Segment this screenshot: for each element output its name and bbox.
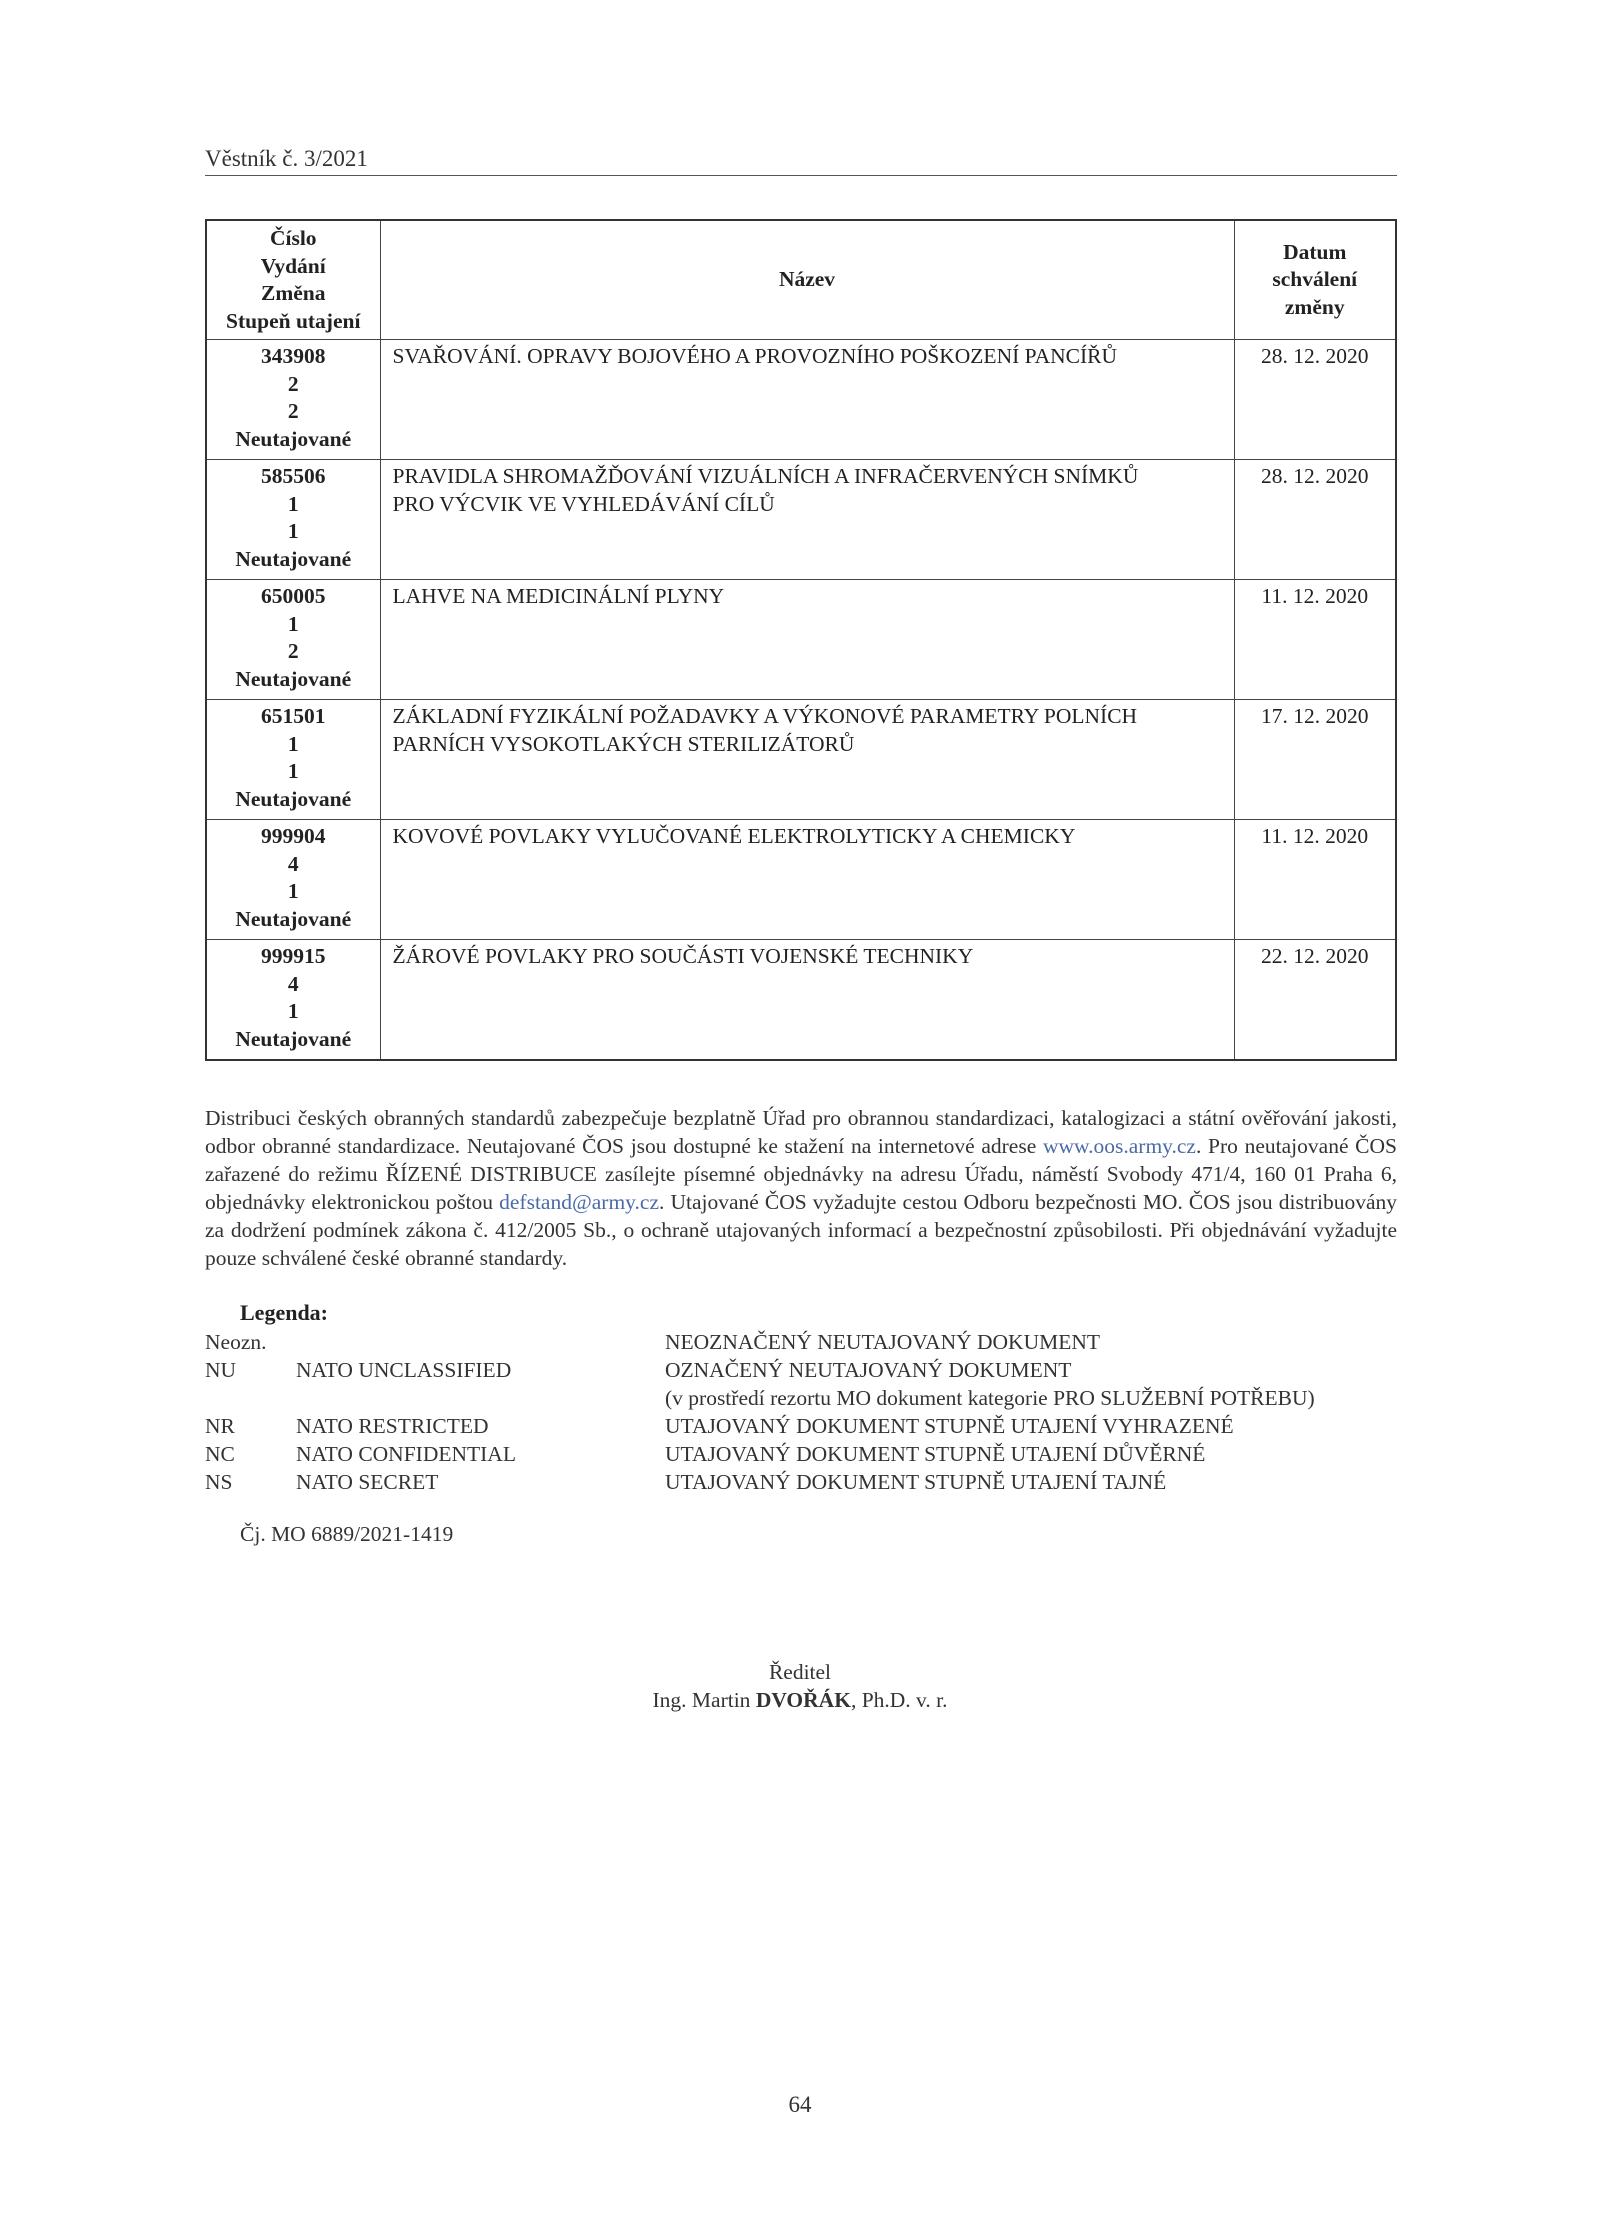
standard-number: 650005 — [261, 584, 326, 608]
header-date-line: schválení — [1272, 267, 1358, 292]
table-header-row — [206, 220, 1396, 340]
signature-surname: DVOŘÁK — [755, 1688, 851, 1712]
table-row — [206, 340, 1396, 460]
standard-name: SVAŘOVÁNÍ. OPRAVY BOJOVÉHO A PROVOZNÍHO POŠKOZENÍ PANCÍŘŮ — [392, 344, 1118, 368]
standard-name: ŽÁROVÉ POVLAKY PRO SOUČÁSTI VOJENSKÉ TECHNIKY — [392, 944, 974, 968]
paragraph-text: Distribuci českých obranných standardů zabezpečuje bezplatně Úřad pro obrannou standardizaci, katalogizaci a státní ověřování jakosti, odbor obranné standardizace. Neutajované ČOS jsou dostupné ke stažení na internetové adrese — [205, 1106, 1397, 1158]
classification: Neutajované — [235, 786, 352, 811]
legend-row — [205, 1328, 1397, 1356]
edition: 1 — [287, 491, 299, 516]
classification: Neutajované — [235, 906, 352, 931]
reference-number: Čj. MO 6889/2021-1419 — [240, 1522, 454, 1546]
legend-abbr: NU — [205, 1358, 237, 1382]
code-cell — [206, 820, 380, 940]
standard-name: KOVOVÉ POVLAKY VYLUČOVANÉ ELEKTROLYTICKY A CHEMICKY — [392, 824, 1076, 848]
header-code-line: Vydání — [260, 253, 326, 278]
date-cell: 11. 12. 2020 — [1234, 580, 1396, 700]
paragraph-text: . Utajované ČOS vyžadujte cestou Odboru bezpečnosti MO. ČOS jsou distribuovány za dodržení podmínek zákona č. 412/2005 Sb., o ochraně utajovaných informací a bezpečnostní způsobilosti. Při objednávání vyžadujte pouze schválené české obranné standardy. — [205, 1190, 1397, 1270]
legend-desc: UTAJOVANÝ DOKUMENT STUPNĚ UTAJENÍ DŮVĚRNÉ — [665, 1442, 1206, 1466]
legend-abbr: NS — [205, 1470, 233, 1494]
header-name: Název — [380, 220, 1234, 340]
distribution-paragraph — [205, 1104, 1397, 1272]
standard-number: 343908 — [261, 344, 326, 368]
classification: Neutajované — [235, 666, 352, 691]
table-row — [206, 940, 1396, 1061]
edition: 1 — [287, 611, 299, 636]
header-date-line: Datum — [1283, 239, 1347, 264]
standard-number: 999904 — [261, 824, 326, 848]
email-link[interactable]: defstand@army.cz — [499, 1190, 659, 1214]
name-cell — [380, 460, 1234, 580]
change: 1 — [287, 519, 299, 543]
change: 1 — [287, 879, 299, 903]
legend-row — [205, 1468, 1397, 1496]
code-cell — [206, 580, 380, 700]
legend-row — [205, 1440, 1397, 1468]
date-cell: 28. 12. 2020 — [1234, 460, 1396, 580]
standard-name: PRAVIDLA SHROMAŽĎOVÁNÍ VIZUÁLNÍCH A INFRAČERVENÝCH SNÍMKŮ — [392, 464, 1139, 488]
legend-row — [205, 1384, 1397, 1412]
header-code-line: Číslo — [269, 226, 317, 250]
legend-desc: UTAJOVANÝ DOKUMENT STUPNĚ UTAJENÍ TAJNÉ — [665, 1470, 1167, 1494]
standard-name: LAHVE NA MEDICINÁLNÍ PLYNY — [392, 584, 725, 608]
legend-desc: (v prostředí rezortu MO dokument kategorie PRO SLUŽEBNÍ POTŘEBU) — [665, 1386, 1315, 1410]
table-row — [206, 820, 1396, 940]
code-cell — [206, 460, 380, 580]
classification: Neutajované — [235, 546, 352, 571]
standard-name: PARNÍCH VYSOKOTLAKÝCH STERILIZÁTORŮ — [392, 731, 855, 756]
header-date-line: změny — [1284, 294, 1345, 319]
legend-full: NATO RESTRICTED — [296, 1414, 489, 1438]
edition: 4 — [287, 971, 299, 996]
table-row — [206, 700, 1396, 820]
legend-list — [205, 1328, 1397, 1496]
header-code — [206, 220, 380, 340]
classification: Neutajované — [235, 1026, 352, 1051]
standard-name: ZÁKLADNÍ FYZIKÁLNÍ POŽADAVKY A VÝKONOVÉ PARAMETRY POLNÍCH — [392, 704, 1138, 728]
code-cell — [206, 700, 380, 820]
date-cell: 22. 12. 2020 — [1234, 940, 1396, 1061]
legend-abbr: Neozn. — [205, 1330, 267, 1354]
paragraph-text: . Pro neutajované ČOS zařazené do režimu ŘÍZENÉ DISTRIBUCE zasílejte písemné objednávky na adresu Úřadu, náměstí Svobody 471/4, 160 01 Praha 6, objednávky elektronickou poštou — [205, 1134, 1398, 1214]
name-cell — [380, 580, 1234, 700]
signature-name — [0, 1688, 1600, 1713]
table-row — [206, 460, 1396, 580]
date-cell: 11. 12. 2020 — [1234, 820, 1396, 940]
date-cell: 17. 12. 2020 — [1234, 700, 1396, 820]
header-code-line: Změna — [261, 281, 326, 305]
legend-abbr: NC — [205, 1442, 235, 1466]
code-cell — [206, 940, 380, 1061]
legend-title: Legenda: — [240, 1300, 328, 1325]
page-number: 64 — [788, 2092, 812, 2117]
standard-name: PRO VÝCVIK VE VYHLEDÁVÁNÍ CÍLŮ — [392, 491, 775, 516]
name-cell — [380, 820, 1234, 940]
signature-prefix: Ing. Martin — [652, 1688, 756, 1712]
code-cell — [206, 340, 380, 460]
legend-full: NATO CONFIDENTIAL — [296, 1442, 516, 1466]
signature-suffix: , Ph.D. v. r. — [850, 1688, 948, 1712]
website-link[interactable]: www.oos.army.cz — [1042, 1134, 1196, 1158]
date-cell: 28. 12. 2020 — [1234, 340, 1396, 460]
legend-full: NATO SECRET — [296, 1470, 439, 1494]
change: 1 — [287, 999, 299, 1023]
legend-full: NATO UNCLASSIFIED — [296, 1358, 512, 1382]
legend-row — [205, 1412, 1397, 1440]
header-rule — [205, 175, 1397, 176]
standard-number: 999915 — [261, 944, 326, 968]
change: 2 — [287, 639, 299, 663]
legend-desc: UTAJOVANÝ DOKUMENT STUPNĚ UTAJENÍ VYHRAZENÉ — [665, 1414, 1234, 1438]
standard-number: 651501 — [261, 704, 326, 728]
legend-desc: NEOZNAČENÝ NEUTAJOVANÝ DOKUMENT — [665, 1330, 1101, 1354]
header-date — [1234, 220, 1396, 340]
change: 2 — [287, 399, 299, 423]
name-cell — [380, 700, 1234, 820]
edition: 2 — [287, 371, 299, 396]
name-cell — [380, 340, 1234, 460]
legend-desc: OZNAČENÝ NEUTAJOVANÝ DOKUMENT — [665, 1358, 1072, 1382]
edition: 4 — [287, 851, 299, 876]
table-row — [206, 580, 1396, 700]
signature-role: Ředitel — [768, 1660, 832, 1684]
classification: Neutajované — [235, 426, 352, 451]
legend-abbr: NR — [205, 1414, 235, 1438]
change: 1 — [287, 759, 299, 783]
edition: 1 — [287, 731, 299, 756]
journal-header: Věstník č. 3/2021 — [205, 146, 368, 171]
header-code-line: Stupeň utajení — [226, 308, 361, 333]
name-cell — [380, 940, 1234, 1061]
standard-number: 585506 — [261, 464, 326, 488]
standards-table — [205, 219, 1397, 1061]
legend-row — [205, 1356, 1397, 1384]
